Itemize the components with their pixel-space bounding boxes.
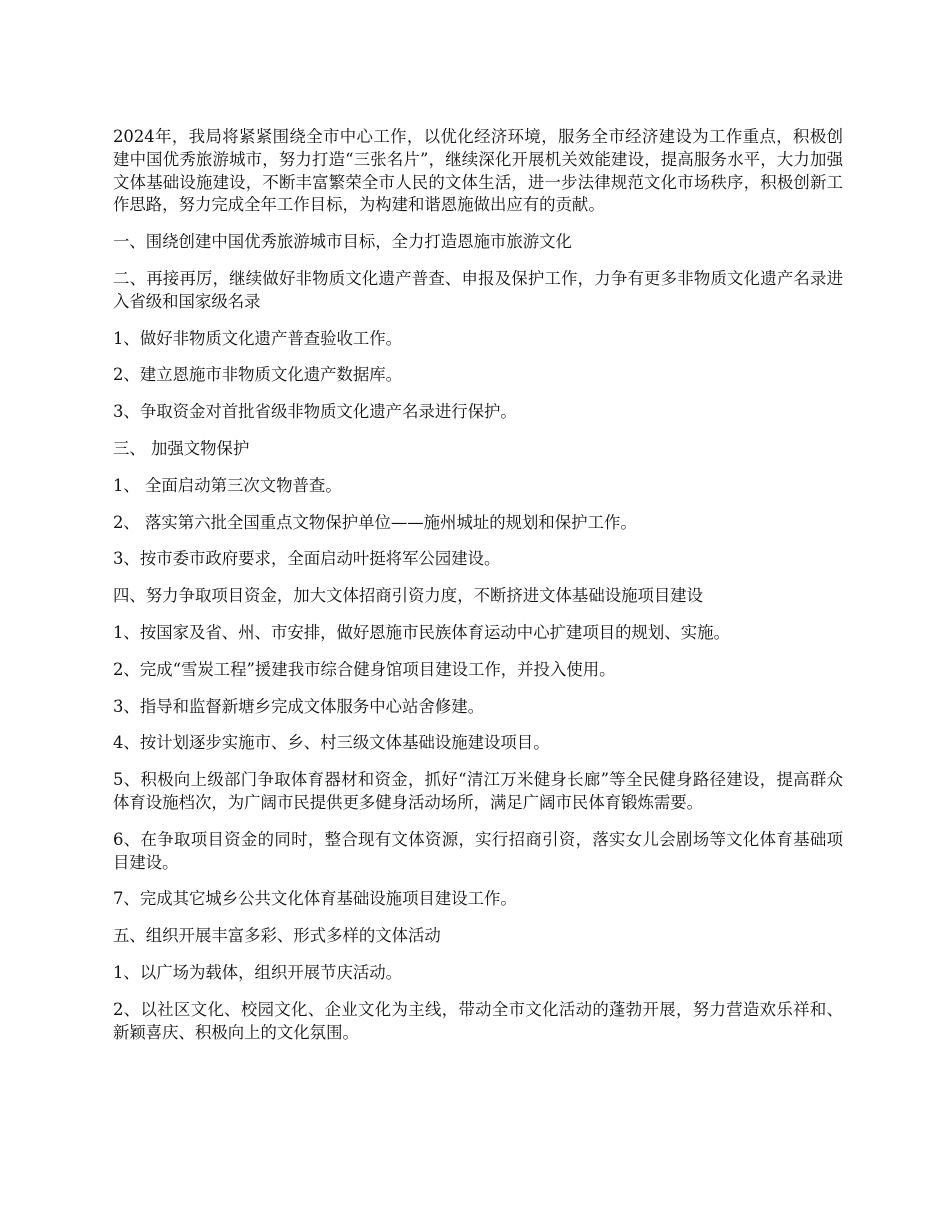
list-item: 1、按国家及省、州、市安排，做好恩施市民族体育运动中心扩建项目的规划、实施。 xyxy=(113,622,730,642)
section-heading-3: 三、 加强文物保护 xyxy=(113,438,250,458)
list-item: 2、完成“雪炭工程”援建我市综合健身馆项目建设工作，并投入使用。 xyxy=(113,659,616,679)
list-item: 2、 落实第六批全国重点文物保护单位——施州城址的规划和保护工作。 xyxy=(113,512,637,532)
list-item: 7、完成其它城乡公共文化体育基础设施项目建设工作。 xyxy=(113,889,517,909)
document-body xyxy=(113,126,843,1058)
list-item: 3、争取资金对首批省级非物质文化遗产名录进行保护。 xyxy=(113,402,517,422)
list-item: 3、指导和监督新塘乡完成文体服务中心站舍修建。 xyxy=(113,696,485,716)
list-item: 1、以广场为载体，组织开展节庆活动。 xyxy=(113,962,403,982)
list-item: 3、按市委市政府要求，全面启动叶挺将军公园建设。 xyxy=(113,549,501,569)
intro-paragraph: 2024年，我局将紧紧围绕全市中心工作，以优化经济环境，服务全市经济建设为工作重点，积极创建中国优秀旅游城市，努力打造“三张名片”，继续深化开展机关效能建设，提高服务水平，大力加强文体基础设施建设，不断丰富繁荣全市人民的文体生活，进一步法律规范文化市场秩序，积极创新工作思路，努力完成全年工作目标，为构建和谐恩施做出应有的贡献。 xyxy=(113,127,843,215)
section-heading-2: 二、再接再厉，继续做好非物质文化遗产普查、申报及保护工作，力争有更多非物质文化遗产名录进入省级和国家级名录 xyxy=(113,268,843,311)
list-item: 4、按计划逐步实施市、乡、村三级文体基础设施建设项目。 xyxy=(113,733,550,753)
list-item: 2、建立恩施市非物质文化遗产数据库。 xyxy=(113,365,403,385)
list-item: 5、积极向上级部门争取体育器材和资金，抓好“清江万米健身长廊”等全民健身路径建设，提高群众体育设施档次，为广阔市民提供更多健身活动场所，满足广阔市民体育锻炼需要。 xyxy=(113,770,843,812)
section-heading-4: 四、努力争取项目资金，加大文体招商引资力度，不断挤进文体基础设施项目建设 xyxy=(113,586,704,606)
list-item: 1、做好非物质文化遗产普查验收工作。 xyxy=(113,328,403,348)
section-heading-5: 五、组织开展丰富多彩、形式多样的文体活动 xyxy=(113,926,441,946)
list-item: 6、在争取项目资金的同时，整合现有文体资源，实行招商引资，落实女儿会剧场等文化体育基础项目建设。 xyxy=(113,829,843,872)
section-heading-1: 一、围绕创建中国优秀旅游城市目标，全力打造恩施市旅游文化 xyxy=(113,232,572,252)
list-item: 1、 全面启动第三次文物普查。 xyxy=(113,475,342,495)
list-item: 2、以社区文化、校园文化、企业文化为主线，带动全市文化活动的蓬勃开展，努力营造欢乐祥和、新颖喜庆、积极向上的文化氛围。 xyxy=(113,999,843,1042)
